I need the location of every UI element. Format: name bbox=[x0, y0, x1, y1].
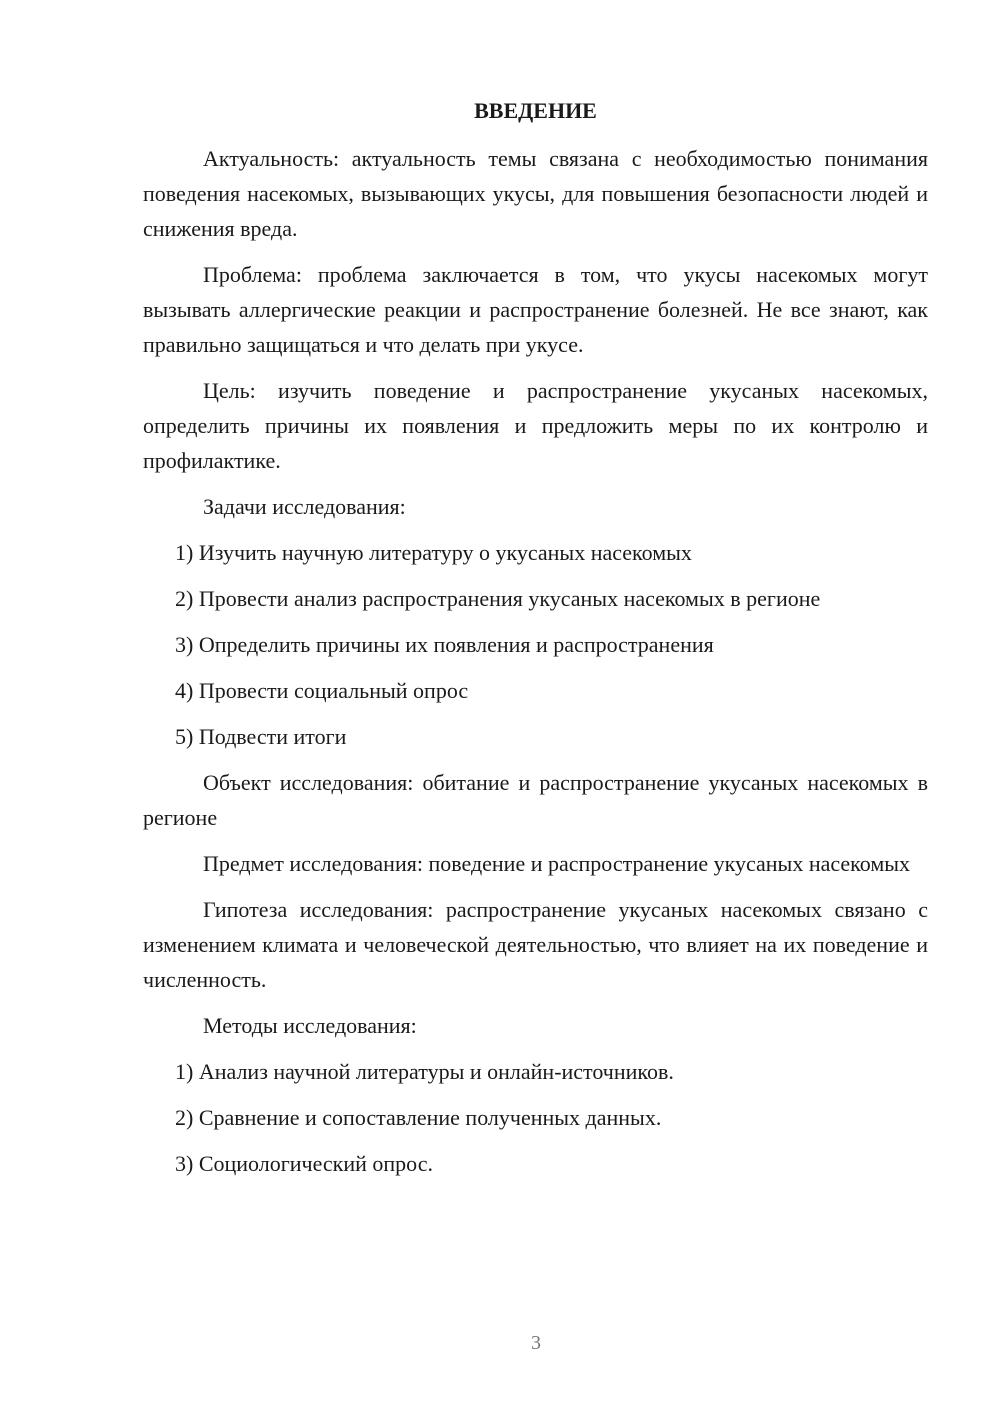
list-item: 1) Анализ научной литературы и онлайн-источников. bbox=[175, 1059, 674, 1084]
tasks-list bbox=[143, 535, 928, 754]
goal-paragraph: Цель: изучить поведение и распространение укусаных насекомых, определить причины их появления и предложить меры по их контролю и профилактике. bbox=[143, 378, 928, 473]
tasks-label: Задачи исследования: bbox=[203, 494, 406, 519]
list-item: 2) Сравнение и сопоставление полученных данных. bbox=[175, 1105, 662, 1130]
list-item: 2) Провести анализ распространения укусаных насекомых в регионе bbox=[175, 586, 821, 611]
list-item: 5) Подвести итоги bbox=[175, 724, 347, 749]
object-paragraph: Объект исследования: обитание и распространение укусаных насекомых в регионе bbox=[143, 770, 928, 830]
subject-paragraph: Предмет исследования: поведение и распространение укусаных насекомых bbox=[203, 851, 911, 876]
page-content bbox=[143, 93, 928, 1192]
problem-paragraph: Проблема: проблема заключается в том, что укусы насекомых могут вызывать аллергические реакции и распространение болезней. Не все знают, как правильно защищаться и что делать при укусе. bbox=[143, 262, 928, 357]
page-title: ВВЕДЕНИЕ bbox=[474, 98, 597, 123]
list-item: 1) Изучить научную литературу о укусаных насекомых bbox=[175, 540, 692, 565]
list-item: 4) Провести социальный опрос bbox=[175, 678, 469, 703]
page-number: 3 bbox=[531, 1332, 541, 1354]
methods-label: Методы исследования: bbox=[203, 1013, 417, 1038]
list-item: 3) Определить причины их появления и распространения bbox=[175, 632, 714, 657]
methods-list bbox=[143, 1054, 928, 1181]
list-item: 3) Социологический опрос. bbox=[175, 1151, 433, 1176]
hypothesis-paragraph: Гипотеза исследования: распространение укусаных насекомых связано с изменением климата и человеческой деятельностью, что влияет на их поведение и численность. bbox=[143, 897, 928, 992]
relevance-paragraph: Актуальность: актуальность темы связана с необходимостью понимания поведения насекомых, вызывающих укусы, для повышения безопасности людей и снижения вреда. bbox=[143, 146, 928, 241]
